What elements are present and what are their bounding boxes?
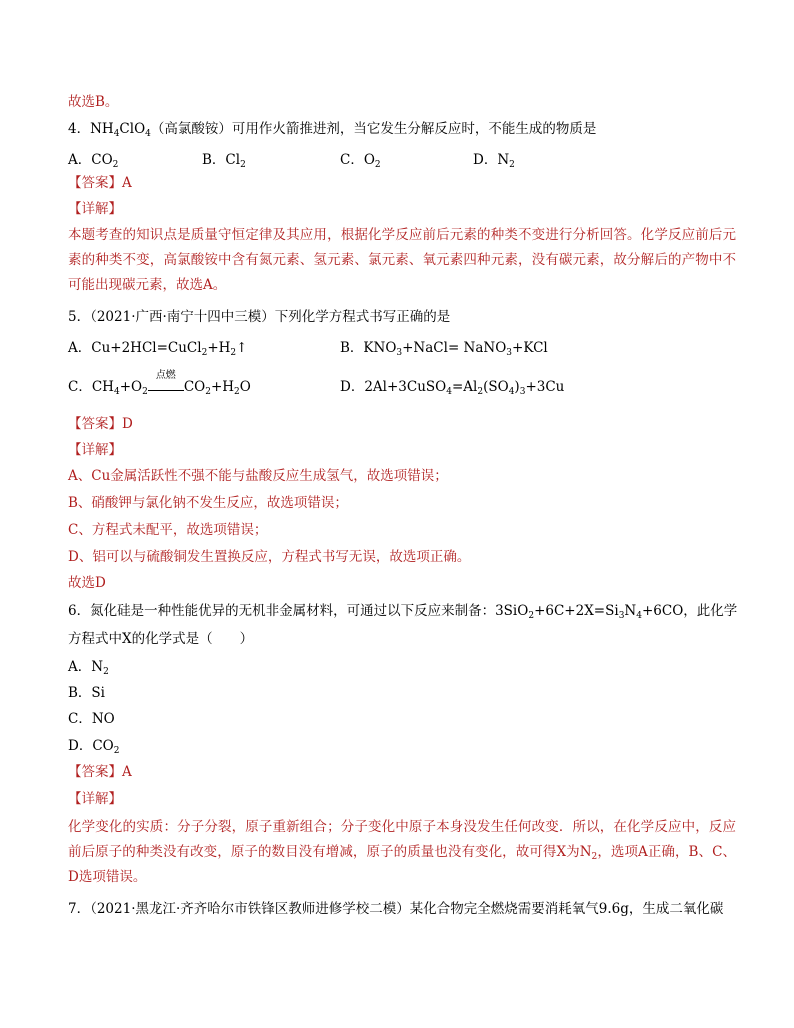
q4-detail-text: 本题考查的知识点是质量守恒定律及其应用，根据化学反应前后元素的种类不变进行分析回答。化学反应前后元素的种类不变，高氯酸铵中含有氮元素、氢元素、氯元素、氧元素四种元素，没有碳元素，故分解后的产物中不可能出现碳元素，故选A。 bbox=[68, 227, 736, 293]
reaction-condition-arrow: 点燃 bbox=[148, 382, 184, 391]
q4-option-b: B．$Cl_2$ bbox=[202, 152, 246, 170]
q4-option-d: D．$N_2$ bbox=[473, 152, 515, 170]
q5-detail-c: C、方程式未配平，故选项错误； bbox=[68, 522, 268, 538]
q6-option-c: C．NO bbox=[68, 711, 115, 727]
q3-conclusion: 故选B。 bbox=[68, 94, 119, 110]
q6-stem-line2: 方程式中X的化学式是（ ） bbox=[68, 631, 254, 647]
q5-stem: 5．（2021·广西·南宁十四中三模）下列化学方程式书写正确的是 bbox=[68, 309, 451, 325]
q5-option-b: B．$KNO_3+NaCl=$ NaNO$_3$+KCl bbox=[340, 340, 548, 358]
q6-option-d: D．$CO_2$ bbox=[68, 738, 120, 756]
q5-option-d: D．$2Al+3CuSO_4=Al_2(SO_4)_3+3Cu$ bbox=[340, 379, 565, 397]
q5-detail-label: 【详解】 bbox=[68, 442, 122, 458]
q4-stem: 4．$NH_4ClO_4$（高氯酸铵）可用作火箭推进剂，当它发生分解反应时，不能生成的物质是 bbox=[68, 121, 597, 139]
q5-detail-b: B、硝酸钾与氯化钠不发生反应，故选项错误； bbox=[68, 495, 348, 511]
q5-option-c: C．$CH_4+O_2$ 点燃 $CO_2+H_2O$ bbox=[68, 370, 251, 397]
q7-stem: 7．（2021·黑龙江·齐齐哈尔市铁锋区教师进修学校二模）某化合物完全燃烧需要消耗氧气9.6g，生成二氧化碳 bbox=[68, 901, 724, 917]
q5-answer: 【答案】D bbox=[68, 416, 133, 432]
q4-option-c: C．$O_2$ bbox=[340, 152, 381, 170]
q6-option-b: B．Si bbox=[68, 685, 105, 701]
q5-option-a: A．$Cu+2HCl=CuCl_2+H_2↑$ bbox=[68, 340, 248, 358]
q5-detail-d: D、铝可以与硫酸铜发生置换反应，方程式书写无误，故选项正确。 bbox=[68, 549, 471, 565]
q6-answer: 【答案】A bbox=[68, 764, 132, 780]
q4-answer: 【答案】A bbox=[68, 175, 132, 191]
q4-detail-label: 【详解】 bbox=[68, 201, 122, 217]
q5-detail-a: A、Cu金属活跃性不强不能与盐酸反应生成氢气，故选项错误； bbox=[68, 468, 448, 484]
q6-stem-line1: 6．氮化硅是一种性能优异的无机非金属材料，可通过以下反应来制备：$3SiO_2+6C+2X=Si_3N_4+6CO$，此化学 bbox=[68, 603, 738, 621]
q6-detail-text: 化学变化的实质：分子分裂，原子重新组合；分子变化中原子本身没发生任何改变．所以，在化学反应中，反应前后原子的种类没有改变，原子的数目没有增减，原子的质量也没有变化，故可得X为$N_2$，选项A正确，B、C、D选项错误。 bbox=[68, 819, 736, 885]
q6-detail-label: 【详解】 bbox=[68, 791, 122, 807]
q4-option-a: A．$CO_2$ bbox=[68, 152, 119, 170]
q6-option-a: A．$N_2$ bbox=[68, 659, 109, 677]
q5-conclusion: 故选D bbox=[68, 575, 106, 591]
